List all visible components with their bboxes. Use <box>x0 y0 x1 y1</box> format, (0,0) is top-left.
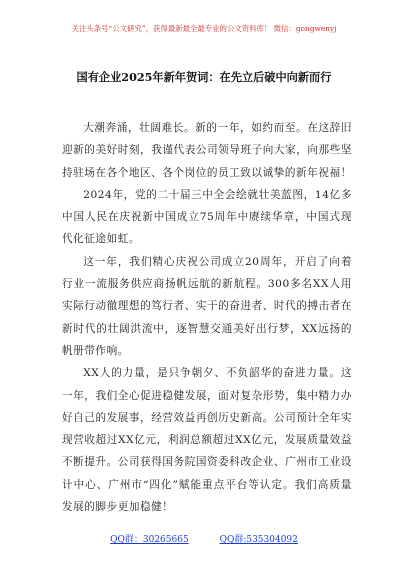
paragraph-3: 这一年，我们精心庆祝公司成立20周年，开启了向着行业一流服务供应商扬帆远航的新航程。300多名XX人用实际行动徹理想的笃行者、实干的奋进者、时代的搏击者在新时代的壮阔洪流中，逐智慧交通美好出行梦，XX远扬的帆册带作响。 <box>62 255 352 357</box>
paragraph-2: 2024年，党的二十届三中全会绘就壮美蓝图，14亿多中国人民在庆祝新中国成立75周年中赓续华章，中国式现代化征途如虹。 <box>62 188 352 246</box>
qq-group-2-link[interactable]: QQ群:535304092 <box>219 535 298 545</box>
header-banner: 关注头条号“公文研究”，获得最新最全最专业的公文资料库！ 微信：gongwenyj <box>71 24 337 33</box>
footer-contacts <box>0 534 408 546</box>
paragraph-4: XX人的力量，是只争朝夕、不负韶华的奋进力量。这一年，我们全心促进稳健发展，面对复杂形势，集中精力办好自己的发展事，经营效益再创历史新高。公司预计全年实现营收超过XX亿元，利润总额超过XX亿元，发展质量效益不断提升。公司获得国务院国资委科改企业、广州市工业设计中心、广州市“四化”赋能重点平台等认定。我们高质量发展的脚步更加稳健！ <box>62 367 352 514</box>
document-body <box>62 117 352 518</box>
qq-group-1-link[interactable]: QQ群：30265665 <box>110 535 189 545</box>
paragraph-1: 大潮奔涌，壮阔难长。新的一年，如约而至。在这辞旧迎新的美好时刻，我谨代表公司领导班子向大家，向那些坚持驻场在各个地区、各个岗位的员工致以诚挚的新年祝福！ <box>62 122 352 179</box>
document-title: 国有企业2025年新年贺词：在先立后破中向新而行 <box>76 70 332 84</box>
